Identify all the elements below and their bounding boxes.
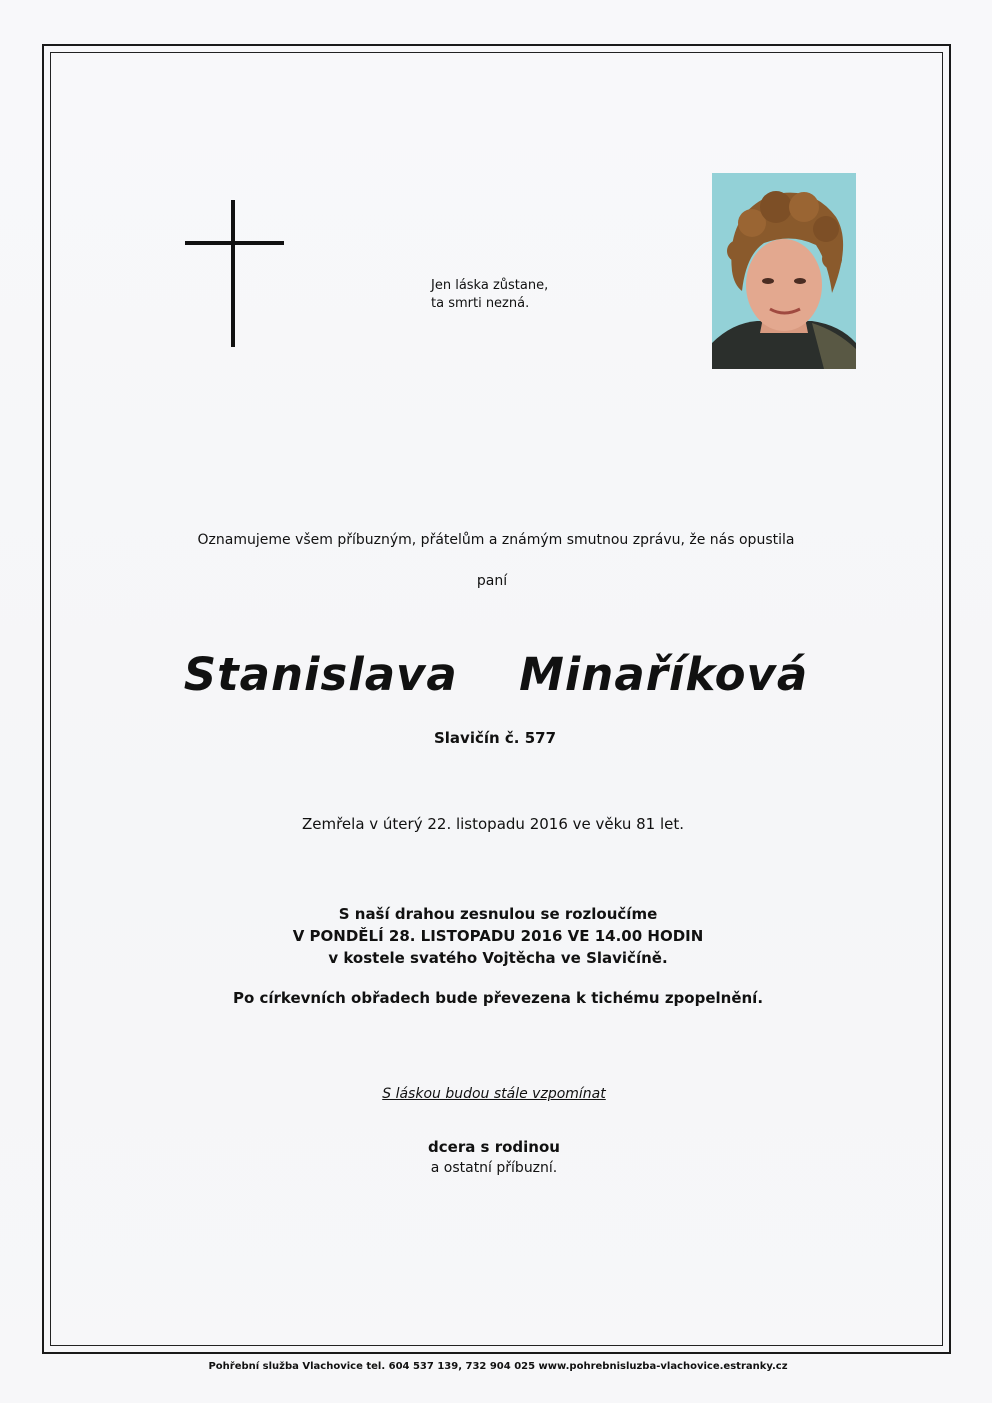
death-notice: Zemřela v úterý 22. listopadu 2016 ve věku 81 let. bbox=[301, 815, 685, 833]
footer-funeral-service: Pohřební služba Vlachovice tel. 604 537 139, 732 904 025 www.pohrebnisluzba-vlachovice.estranky.cz bbox=[208, 1361, 788, 1372]
ceremony-info bbox=[0, 903, 992, 969]
deceased-name: Stanislava Minaříková bbox=[183, 648, 809, 701]
announcement-intro: Oznamujeme všem příbuzným, přátelům a známým smutnou zprávu, že nás opustila bbox=[197, 532, 795, 548]
title-pani: paní bbox=[476, 573, 508, 589]
address: Slavičín č. 577 bbox=[433, 729, 557, 747]
cremation-notice: Po církevních obřadech bude převezena k tichému zpopelnění. bbox=[232, 989, 764, 1007]
memory-line: S láskou budou stále vzpomínat bbox=[382, 1086, 606, 1102]
portrait-photo bbox=[712, 173, 856, 369]
mourner-daughter: dcera s rodinou bbox=[428, 1138, 560, 1156]
ceremony-line-1: S naší drahou zesnulou se rozloučíme bbox=[338, 905, 658, 923]
quote bbox=[431, 277, 548, 313]
ceremony-line-3: v kostele svatého Vojtěcha ve Slavičíně. bbox=[328, 949, 668, 967]
quote-line-1: Jen láska zůstane, bbox=[431, 278, 549, 293]
quote-line-2: ta smrti nezná. bbox=[431, 296, 530, 311]
mourner-relatives: a ostatní příbuzní. bbox=[430, 1160, 558, 1176]
ceremony-line-2: V PONDĚLÍ 28. LISTOPADU 2016 VE 14.00 HODIN bbox=[292, 927, 704, 945]
